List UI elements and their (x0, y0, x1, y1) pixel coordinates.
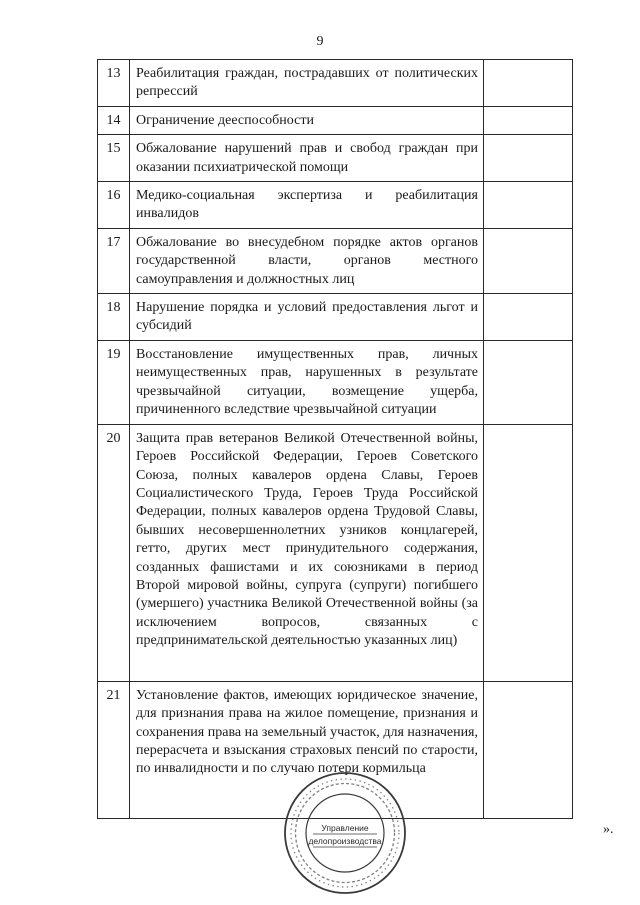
official-seal-stamp (282, 770, 408, 896)
row-text: Обжалование во внесудебном порядке актов органов государственной власти, органов местного самоуправления и должностных лиц (130, 228, 484, 293)
table-row (98, 182, 573, 229)
table-row (98, 294, 573, 341)
row-text: Нарушение порядка и условий предоставления льгот и субсидий (130, 294, 484, 341)
row-number: 19 (98, 341, 130, 425)
row-text: Установление фактов, имеющих юридическое значение, для признания права на жилое помещение, признания и сохранения права на земельный участок, для назначения, перерасчета и взыскания страховых пенсий по старости, по инвалидности и по случаю потери кормильца (130, 681, 484, 818)
row-number: 15 (98, 135, 130, 182)
seal-outer-ring (285, 773, 405, 893)
table-row (98, 341, 573, 425)
page-number: 9 (316, 34, 324, 49)
table-row (98, 424, 573, 681)
row-text: Защита прав ветеранов Великой Отечественной войны, Героев Российской Федерации, Героев Советского Союза, полных кавалеров ордена Славы, Героев Социалистического Труда, Героев Труда Российской Федерации, полных кавалеров ордена Трудовой Славы, бывших несовершеннолетних узников концлагерей, гетто, других мест принудительного содержания, созданных фашистами и их союзниками в период Второй мировой войны, супруга (супруги) погибшего (умершего) участника Великой Отечественной войны (за исключением вопросов, связанных с предпринимательской деятельностью указанных лиц) (130, 424, 484, 681)
seal-text-line1: Управление (321, 823, 369, 833)
seal-text-line2: делопроизводства (308, 836, 382, 846)
row-empty-cell (484, 60, 573, 107)
row-empty-cell (484, 341, 573, 425)
row-empty-cell (484, 424, 573, 681)
row-text: Обжалование нарушений прав и свобод граждан при оказании психиатрической помощи (130, 135, 484, 182)
row-number: 21 (98, 681, 130, 818)
table-row (98, 228, 573, 293)
row-number: 13 (98, 60, 130, 107)
row-text: Реабилитация граждан, пострадавших от политических репрессий (130, 60, 484, 107)
table-row (98, 60, 573, 107)
row-empty-cell (484, 228, 573, 293)
row-text: Медико-социальная экспертиза и реабилитация инвалидов (130, 182, 484, 229)
row-number: 14 (98, 106, 130, 134)
table-row (98, 106, 573, 134)
row-text: Ограничение дееспособности (130, 106, 484, 134)
row-empty-cell (484, 182, 573, 229)
services-table (97, 59, 573, 819)
seal-lettering-marks (291, 779, 399, 887)
row-number: 20 (98, 424, 130, 681)
row-number: 16 (98, 182, 130, 229)
row-empty-cell (484, 681, 573, 818)
row-text: Восстановление имущественных прав, личных неимущественных прав, нарушенных в результате чрезвычайной ситуации, возмещение ущерба, причиненного вследствие чрезвычайной ситуации (130, 341, 484, 425)
closing-quote: ». (603, 822, 614, 837)
row-number: 18 (98, 294, 130, 341)
seal-inner-ring (306, 794, 384, 872)
table-row (98, 135, 573, 182)
row-empty-cell (484, 135, 573, 182)
row-number: 17 (98, 228, 130, 293)
row-empty-cell (484, 294, 573, 341)
row-empty-cell (484, 106, 573, 134)
